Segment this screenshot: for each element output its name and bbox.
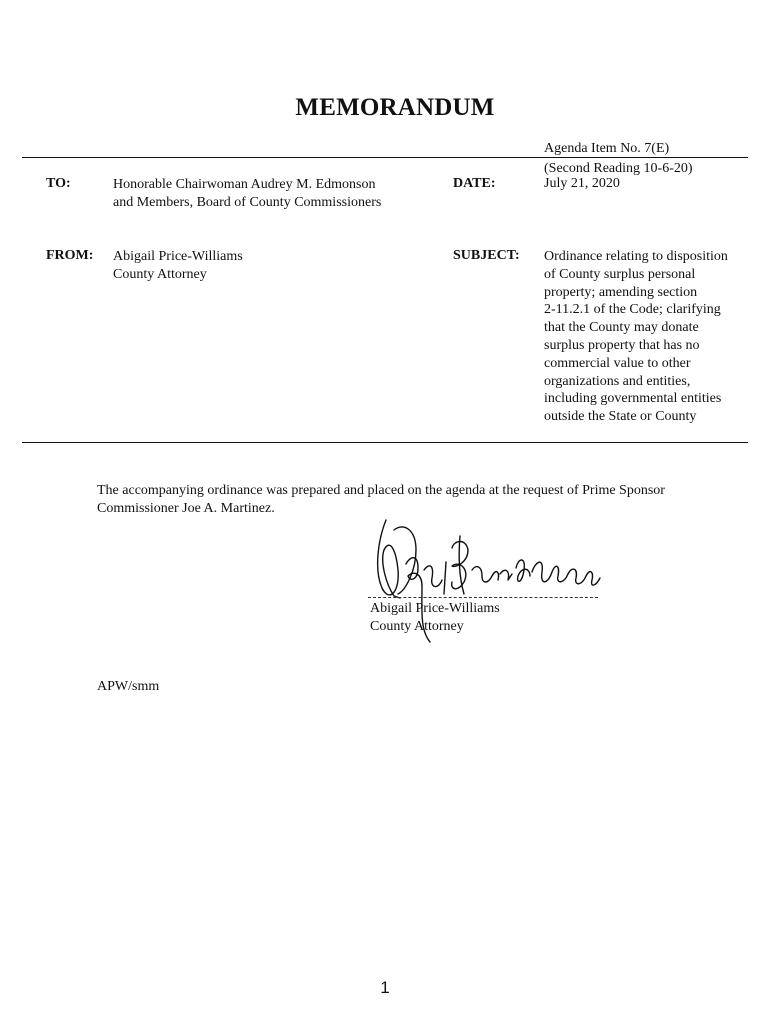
subject-line: commercial value to other bbox=[544, 355, 691, 371]
from-line: Abigail Price-Williams bbox=[113, 249, 243, 264]
signature-line bbox=[368, 597, 598, 598]
header-divider bbox=[22, 157, 748, 158]
signature-block bbox=[370, 600, 500, 636]
from-sender bbox=[113, 248, 243, 284]
from-line: County Attorney bbox=[113, 267, 207, 282]
date-label: DATE: bbox=[453, 176, 496, 191]
subject-line: property; amending section bbox=[544, 284, 698, 300]
subject-line: organizations and entities, bbox=[544, 373, 691, 389]
subject-line: Ordinance relating to disposition bbox=[544, 249, 728, 264]
header-bottom-divider bbox=[22, 442, 748, 443]
subject-line: including governmental entities bbox=[544, 391, 722, 407]
from-label: FROM: bbox=[46, 248, 94, 263]
subject-line: surplus property that has no bbox=[544, 337, 700, 353]
typist-initials: APW/smm bbox=[97, 679, 160, 694]
signatory-name: Abigail Price-Williams bbox=[370, 601, 500, 616]
agenda-item: Agenda Item No. 7(E) bbox=[544, 141, 670, 156]
subject-line: of County surplus personal bbox=[544, 266, 696, 282]
to-label: TO: bbox=[46, 176, 71, 191]
subject-text bbox=[544, 248, 754, 426]
to-line: and Members, Board of County Commissioners bbox=[113, 195, 382, 210]
subject-line: that the County may donate bbox=[544, 320, 699, 336]
to-line: Honorable Chairwoman Audrey M. Edmonson bbox=[113, 177, 376, 192]
subject-line: outside the State or County bbox=[544, 409, 697, 425]
subject-line: 2-11.2.1 of the Code; clarifying bbox=[544, 302, 721, 318]
signatory-title: County Attorney bbox=[370, 619, 464, 634]
memo-title: MEMORANDUM bbox=[295, 94, 495, 121]
subject-label: SUBJECT: bbox=[453, 248, 520, 263]
page-number: 1 bbox=[380, 978, 390, 997]
to-recipient bbox=[113, 176, 381, 212]
reading-note: (Second Reading 10-6-20) bbox=[544, 161, 693, 176]
date-value: July 21, 2020 bbox=[544, 176, 620, 191]
body-paragraph: The accompanying ordinance was prepared and placed on the agenda at the request of Prime Sponsor Commissioner Joe A. Martinez. bbox=[97, 483, 665, 516]
